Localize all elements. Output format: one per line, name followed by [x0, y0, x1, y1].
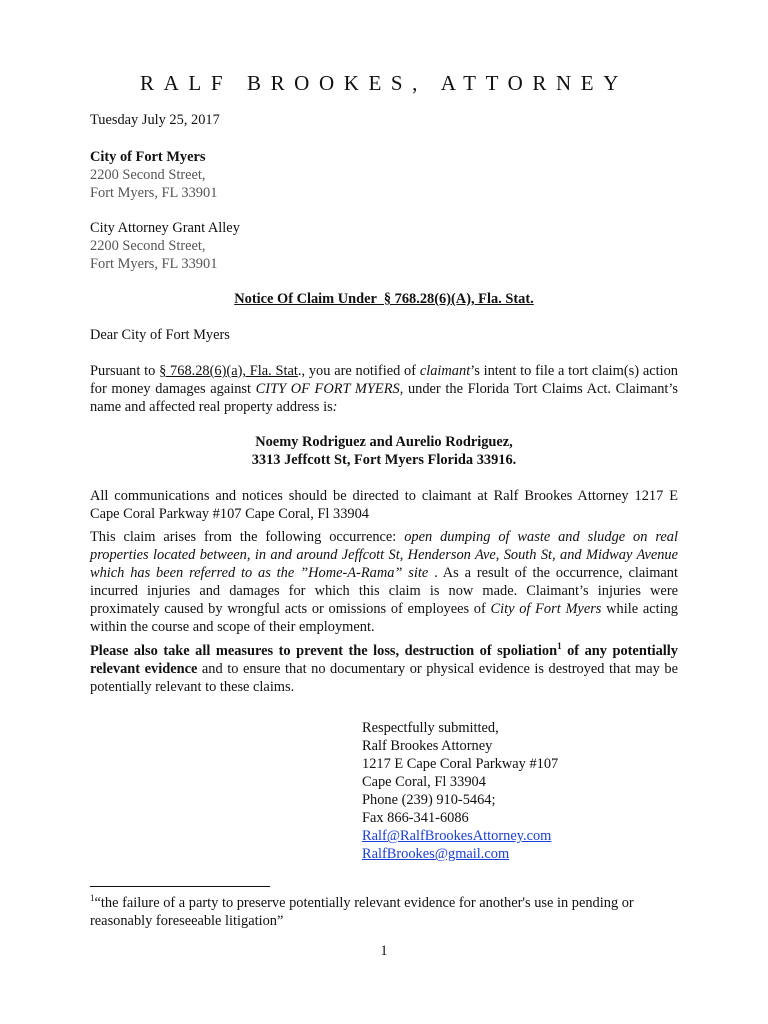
claimant-address: 3313 Jeffcott St, Fort Myers Florida 33916. — [251, 452, 517, 468]
paragraph-notice — [90, 362, 678, 416]
para1-text-3: ’s intent to file a tort claim(s) action for money damages against — [90, 363, 678, 397]
para1-colon: : — [332, 399, 338, 415]
para3-text-1: This claim arises from the following occurrence: — [90, 529, 405, 545]
recipient1-name: City of Fort Myers — [90, 149, 206, 165]
salutation: Dear City of Fort Myers — [90, 327, 230, 343]
footnote-reference: 1 — [557, 641, 562, 652]
email-link-secondary[interactable]: RalfBrookes@gmail.com — [362, 846, 510, 862]
statute-reference: § 768.28(6)(a), Fla. Stat — [159, 363, 298, 379]
para1-text-4: , under the Florida Tort Claims Act. Claimant’s name and affected real property address is — [90, 381, 679, 415]
footnote — [90, 894, 690, 930]
notice-heading: Notice Of Claim Under § 768.28(6)(A), Fla. Stat. — [234, 291, 534, 307]
claimant-term: claimant — [419, 363, 471, 379]
signature-phone: Phone (239) 910-5464; — [362, 792, 496, 808]
signature-closing: Respectfully submitted, — [362, 720, 499, 736]
para4-text-1: and to ensure that no documentary or physical evidence is destroyed that may be potentially relevant to these claims. — [90, 661, 678, 695]
letterhead: RALF BROOKES, ATTORNEY — [140, 71, 628, 95]
preservation-demand-1: Please also take all measures to prevent the loss, destruction of spoliation — [90, 643, 558, 659]
email-link-secondary-row — [362, 845, 509, 863]
footnote-number: 1 — [90, 893, 95, 904]
signature-name: Ralf Brookes Attorney — [362, 738, 493, 754]
recipient2-name: City Attorney Grant Alley — [90, 220, 240, 236]
defendant-city: CITY OF FORT MYERS — [255, 381, 400, 397]
page-number: 1 — [380, 943, 388, 959]
responsible-city: City of Fort Myers — [490, 601, 602, 617]
para3-text-2: . As a result of the occurrence, claimant incurred injuries and damages for which this claim is now made. Claimant’s injuries were proximately caused by wrongful acts or omissions of employees of — [90, 565, 678, 617]
email-link-primary-row — [362, 827, 551, 845]
occurrence-description: open dumping of waste and sludge on real properties located between, in and around Jeffcott St, Henderson Ave, South St, and Midway Avenue which has been referred to as the ”Home-A-Rama” site — [90, 529, 678, 581]
signature-address-1: 1217 E Cape Coral Parkway #107 — [362, 756, 559, 772]
paragraph-occurrence — [90, 528, 678, 636]
paragraph-preservation — [90, 642, 678, 696]
claimant-names: Noemy Rodriguez and Aurelio Rodriguez, — [255, 434, 513, 450]
preservation-demand-2: of any potentially relevant evidence — [90, 643, 679, 677]
email-link-primary[interactable]: Ralf@RalfBrookesAttorney.com — [362, 828, 552, 844]
para1-text-2: ., you are notified of — [297, 363, 420, 379]
para1-text-1: Pursuant to — [90, 363, 160, 379]
para3-text-3: while acting within the course and scope of their employment. — [90, 601, 678, 635]
letter-date: Tuesday July 25, 2017 — [90, 112, 220, 128]
recipient1-street: 2200 Second Street, — [90, 167, 206, 183]
footnote-divider — [90, 886, 270, 887]
recipient2-city: Fort Myers, FL 33901 — [90, 256, 218, 272]
recipient2-street: 2200 Second Street, — [90, 238, 206, 254]
signature-address-2: Cape Coral, Fl 33904 — [362, 774, 486, 790]
footnote-text: “the failure of a party to preserve potentially relevant evidence for another's use in pending or reasonably foreseeable litigation” — [90, 895, 634, 929]
recipient1-city: Fort Myers, FL 33901 — [90, 185, 218, 201]
signature-fax: Fax 866-341-6086 — [362, 810, 469, 826]
paragraph-communications: All communications and notices should be directed to claimant at Ralf Brookes Attorney 1217 E Cape Coral Parkway #107 Cape Coral, Fl 33904 — [90, 488, 678, 522]
